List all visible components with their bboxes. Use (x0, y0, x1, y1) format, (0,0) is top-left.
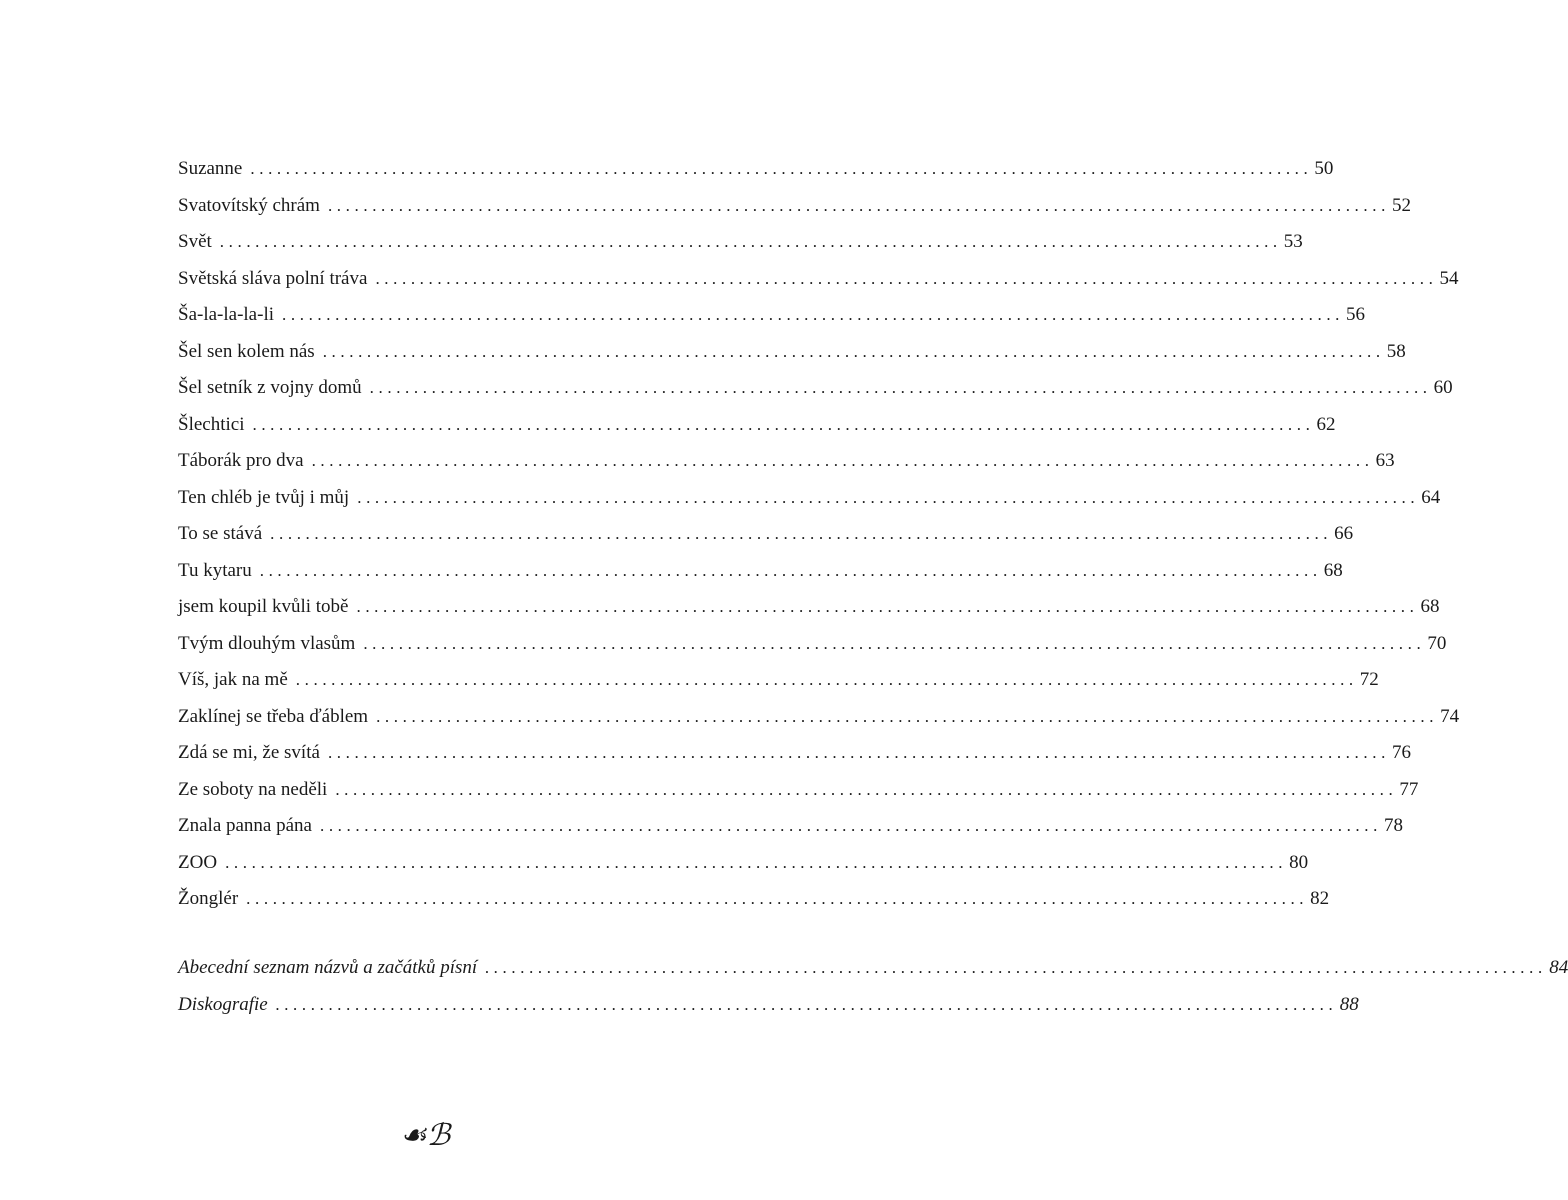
dot-leader: ........................................................................................................................ (295, 670, 1358, 689)
toc-entry-page-number: 66 (1334, 523, 1354, 544)
toc-entry-title: Světská sláva polní tráva (178, 267, 368, 289)
toc-entry-page-number: 60 (1433, 377, 1453, 398)
toc-entry-title: Šel sen kolem nás (178, 340, 315, 362)
toc-entry-page-number: 53 (1283, 231, 1303, 252)
toc-entry-title: Abecední seznam názvů a začátků písní (178, 957, 478, 978)
toc-entry (178, 334, 1406, 371)
dot-leader: ........................................................................................................................ (275, 994, 1338, 1014)
toc-entry-title: Víš, jak na mě (178, 669, 288, 690)
dot-leader: ........................................................................................................................ (252, 414, 1315, 434)
dot-leader: ........................................................................................................................ (485, 958, 1548, 977)
toc-entry-title: Suzanne (178, 158, 243, 179)
dot-leader: ........................................................................................................................ (376, 706, 1439, 726)
toc-entry (178, 407, 1336, 444)
toc-entry-title: Diskografie (178, 993, 268, 1015)
dot-leader: ........................................................................................................................ (327, 195, 1390, 215)
toc-entry (178, 699, 1460, 736)
toc-entry (178, 151, 1334, 188)
table-of-contents-appendix (178, 950, 1568, 1023)
toc-entry-page-number: 82 (1310, 888, 1330, 909)
dot-leader: ........................................................................................................................ (311, 451, 1374, 470)
dot-leader: ........................................................................................................................ (250, 159, 1313, 178)
ornament-icon: ☙ℬ (399, 1118, 451, 1153)
dot-leader: ........................................................................................................................ (322, 341, 1385, 361)
toc-entry (178, 443, 1395, 480)
toc-entry-title: Zaklínej se třeba ďáblem (178, 705, 369, 727)
dot-leader: ........................................................................................................................ (219, 232, 1282, 251)
dot-leader: ........................................................................................................................ (363, 633, 1426, 653)
dot-leader: ........................................................................................................................ (369, 378, 1432, 397)
toc-entry-page-number: 80 (1289, 851, 1309, 873)
toc-entry (178, 188, 1411, 225)
toc-entry (178, 261, 1459, 298)
toc-entry-title: Svatovítský chrám (178, 194, 320, 216)
toc-entry-page-number: 54 (1439, 267, 1459, 289)
table-of-contents (178, 151, 1460, 918)
toc-entry (178, 553, 1343, 590)
toc-entry (178, 772, 1419, 809)
dot-leader: ........................................................................................................................ (327, 743, 1390, 762)
toc-entry-page-number: 70 (1427, 632, 1447, 654)
dot-leader: ........................................................................................................................ (246, 889, 1309, 908)
toc-entry-title: Znala panna pána (178, 815, 312, 836)
toc-entry-title: ZOO (178, 851, 218, 873)
dot-leader: ........................................................................................................................ (270, 524, 1333, 543)
toc-entry (178, 987, 1359, 1024)
toc-entry (178, 845, 1309, 882)
toc-entry (178, 370, 1453, 407)
toc-entry (178, 950, 1568, 987)
dot-leader: ........................................................................................................................ (259, 560, 1322, 580)
toc-entry-page-number: 84 (1549, 957, 1568, 978)
dot-leader: ........................................................................................................................ (375, 268, 1438, 288)
toc-entry (178, 480, 1441, 517)
toc-entry-page-number: 63 (1375, 450, 1395, 471)
toc-entry-page-number: 72 (1359, 669, 1379, 690)
toc-entry-title: Ze soboty na neděli (178, 778, 328, 800)
toc-entry (178, 735, 1411, 772)
toc-entry (178, 881, 1330, 918)
toc-entry-title: Tu kytaru (178, 559, 252, 581)
toc-entry-title: Šel setník z vojny domů (178, 377, 362, 398)
toc-entry-page-number: 68 (1420, 596, 1440, 617)
toc-entry (178, 662, 1379, 699)
toc-entry-page-number: 77 (1399, 778, 1419, 800)
toc-entry-page-number: 56 (1346, 304, 1366, 325)
toc-entry-title: Zdá se mi, že svítá (178, 742, 320, 763)
toc-entry (178, 589, 1440, 626)
toc-entry-page-number: 62 (1316, 413, 1336, 435)
toc-entry (178, 626, 1447, 663)
toc-entry-title: Svět (178, 231, 212, 252)
dot-leader: ........................................................................................................................ (225, 852, 1288, 872)
toc-entry-page-number: 52 (1391, 194, 1411, 216)
toc-entry-title: Ten chléb je tvůj i můj (178, 486, 350, 508)
dot-leader: ........................................................................................................................ (356, 597, 1419, 616)
toc-entry-page-number: 88 (1339, 993, 1359, 1015)
toc-entry-page-number: 50 (1314, 158, 1334, 179)
toc-entry (178, 224, 1303, 261)
toc-entry (178, 297, 1366, 334)
toc-entry-title: Šlechtici (178, 413, 245, 435)
toc-entry-title: jsem koupil kvůli tobě (178, 596, 349, 617)
toc-entry-page-number: 74 (1440, 705, 1460, 727)
toc-entry (178, 808, 1403, 845)
dot-leader: ........................................................................................................................ (282, 305, 1345, 324)
toc-entry-page-number: 78 (1383, 815, 1403, 836)
toc-entry-title: Ša-la-la-la-li (178, 304, 275, 325)
toc-entry-page-number: 76 (1391, 742, 1411, 763)
toc-entry-title: Táborák pro dva (178, 450, 304, 471)
dot-leader: ........................................................................................................................ (357, 487, 1420, 507)
toc-entry-title: To se stává (178, 523, 263, 544)
dot-leader: ........................................................................................................................ (335, 779, 1398, 799)
toc-entry-page-number: 68 (1323, 559, 1343, 581)
toc-entry-page-number: 58 (1386, 340, 1406, 362)
dot-leader: ........................................................................................................................ (319, 816, 1382, 835)
toc-entry-title: Tvým dlouhým vlasům (178, 632, 356, 654)
toc-entry (178, 516, 1354, 553)
toc-entry-title: Žonglér (178, 888, 239, 909)
toc-entry-page-number: 64 (1421, 486, 1441, 508)
